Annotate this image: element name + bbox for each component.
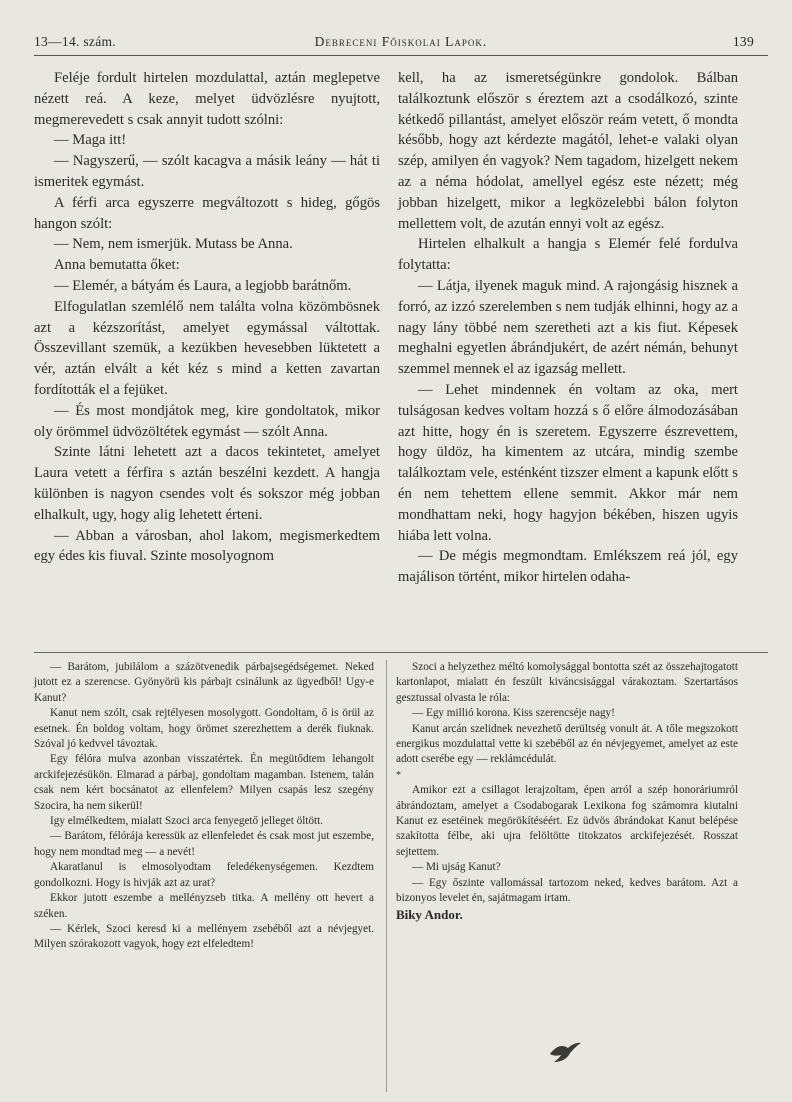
paragraph: — Kérlek, Szoci keresd ki a mellényem zsebéből azt a névjegyet. Milyen szórakozott vagyok, hogy ezt elfeledtem! bbox=[34, 922, 374, 951]
header-rule bbox=[34, 55, 768, 56]
paragraph: Hirtelen elhalkult a hangja s Elemér felé fordulva folytatta: bbox=[398, 236, 738, 274]
paragraph: — Egy őszinte vallomással tartozom neked, kedves barátom. Azt a bizonyos levelet én, sajátmagam irtam. bbox=[396, 876, 738, 905]
column-divider bbox=[386, 660, 387, 1092]
paragraph: — Mi ujság Kanut? bbox=[412, 861, 501, 874]
paragraph: Anna bemutatta őket: bbox=[54, 257, 180, 274]
paragraph: — Nem, nem ismerjük. Mutass be Anna. bbox=[54, 236, 293, 253]
paragraph: — Lehet mindennek én voltam az oka, mert tulságosan kedves voltam hozzá s ő előre álmodozásában azt hitte, hogy én is szeretem. Egyszerre észrevettem, hogy üldöz, ha kimentem az utcára, mindig szembe találkoztam vele, esténként tizszer elment a kapunk előtt s én nem tehettem ellene semmit. Akkor már nem mondhattam neki, hogy hagyjon békében, hiszen ugyis hiába lett volna. bbox=[398, 381, 738, 544]
section-separator bbox=[34, 652, 768, 653]
paragraph: — De mégis megmondtam. Emlékszem reá jól, egy majálison történt, mikor hirtelen odaha- bbox=[398, 548, 738, 586]
paragraph: — És most mondjátok meg, kire gondoltatok, mikor oly örömmel üdvözöltétek egymást — szólt Anna. bbox=[34, 402, 380, 440]
paragraph: — Maga itt! bbox=[54, 132, 127, 149]
paragraph: Elfogulatlan szemlélő nem találta volna közömbösnek azt a kézszorítást, amelyet egymással váltottak. Összevillant szemük, a kezükben hevesebben lüktetett a vér, aztán elvált a két kéz s mind a ketten zavartan fordították el a fejüket. bbox=[34, 298, 380, 398]
paragraph: Kanut nem szólt, csak rejtélyesen mosolygott. Gondoltam, ő is örül az esetnek. Én boldog voltam, hogy örömet szerezhettem a derék fiuknak. Szóval jó kedvvel távoztak. bbox=[34, 707, 374, 751]
paragraph: Igy elmélkedtem, mialatt Szoci arca fenyegető jelleget öltött. bbox=[50, 815, 324, 828]
journal-title: Debreceni Főiskolai Lapok. bbox=[314, 34, 488, 49]
feuilleton-column-left bbox=[34, 660, 374, 1090]
feuilleton-column-right bbox=[396, 660, 738, 1090]
paragraph: Kanut arcán szelidnek nevezhető derültség vonult át. A tőle megszokott energikus mozdulattal vette ki szebéből az én névjegyemet, amelyet az este adott cserébe egy — reklámcédulát. bbox=[396, 722, 738, 766]
section-star: * bbox=[396, 769, 401, 781]
issue-number: 13—14. szám. bbox=[34, 34, 116, 49]
paragraph: — Abban a városban, ahol lakom, megismerkedtem egy édes kis fiuval. Szinte mosolyognom bbox=[34, 527, 380, 565]
running-header bbox=[34, 34, 768, 56]
story-column-left bbox=[34, 68, 380, 640]
paragraph: Szoci a helyzethez méltó komolysággal bontotta szét az összehajtogatott kartonlapot, mialatt én feszült kiváncsisággal várakoztam. Szertartásos gesztussal olvasta le róla: bbox=[396, 661, 738, 704]
paragraph: — Barátom, jubilálom a százötvenedik párbajsegédségemet. Neked jutott ez a szerencse. Gyönyörü kis párbajt csinálunk az ügyedből! Ugy-e Kanut? bbox=[34, 661, 374, 704]
paragraph: — Egy millió korona. Kiss szerencséje nagy! bbox=[412, 707, 615, 720]
paragraph: Ekkor jutott eszembe a mellényzseb titka. A mellény ott hevert a széken. bbox=[34, 892, 374, 920]
paragraph: Akaratlanul is elmosolyodtam feledékenységemen. Kezdtem gondolkozni. Hogy is hivják azt az urat? bbox=[34, 861, 374, 889]
paragraph: kell, ha az ismeretségünkre gondolok. Bálban találkoztunk először s éreztem azt a csodálkozó, szinte kétkedő pillantást, amelyet először reám vetett, ő mondta később, hogy azt kérdezte magától, lehet-e valaki olyan szép, amilyen én vagyok? Nem tagadom, hizelgett nekem az a néma hódolat, amellyel egész este nézett; még jobban hizelgett, mikor a legközelebbi bálon folyton mellettem volt, de azután ennyi volt az egész. bbox=[398, 70, 738, 232]
author-signature: Biky Andor. bbox=[396, 906, 463, 922]
paragraph: Szinte látni lehetett azt a dacos tekintetet, amelyet Laura vetett a férfira s aztán beszélni kezdett. A hangja különben is nagyon csendes volt és sokszor még jobban elhalkult, ugy, hogy alig lehetett érteni. bbox=[34, 444, 380, 523]
paragraph: — Barátom, félórája keressük az ellenfeledet és csak most jut eszembe, hogy nem mondtad meg — a nevét! bbox=[34, 830, 374, 858]
bird-ornament-icon bbox=[548, 1040, 582, 1066]
paragraph: Egy félóra mulva azonban visszatértek. Én megütődtem lehangolt arckifejezésükön. Elmarad a párbaj, gondoltam magamban. Istenem, talán csak nem kért bocsánatot az ellenfelem? Milyen csapás lesz szegény Szocira, ha nem sikerül! bbox=[34, 753, 374, 812]
page-number: 139 bbox=[732, 34, 754, 49]
story-column-right bbox=[398, 68, 738, 640]
paragraph: — Látja, ilyenek maguk mind. A rajongásig hisznek a forró, az izzó szerelemben s nem tudják elhinni, hogy az a nagy lány többé nem szeretheti azt a kis fiut. Képesek meghalni egyetlen ábrándjukért, de azért némán, behunyt szemmel mennek el az igazság mellett. bbox=[398, 277, 738, 378]
paragraph: A férfi arca egyszerre megváltozott s hideg, gőgös hangon szólt: bbox=[34, 194, 380, 232]
paragraph: Amikor ezt a csillagot lerajzoltam, épen arról a szép honoráriumról ábrándoztam, amelyet a Csodabogarak Lexikona fog számomra kiutalni Kanut ez esetéinek megörökítéséért. Ez üdvös ábrándokat Kanut belépése szakította félbe, aki ujra felöltötte titokzatos arckifejezését. Rosszat sejtettem. bbox=[396, 784, 738, 858]
paragraph: — Nagyszerű, — szólt kacagva a másik leány — hát ti ismeritek egymást. bbox=[34, 153, 380, 190]
paragraph: Feléje fordult hirtelen mozdulattal, aztán meglepetve nézett reá. A keze, melyet üdvözlésre nyujtott, megmerevedett s csak annyit tudott szólni: bbox=[34, 70, 380, 128]
paragraph: — Elemér, a bátyám és Laura, a legjobb barátnőm. bbox=[54, 277, 352, 294]
